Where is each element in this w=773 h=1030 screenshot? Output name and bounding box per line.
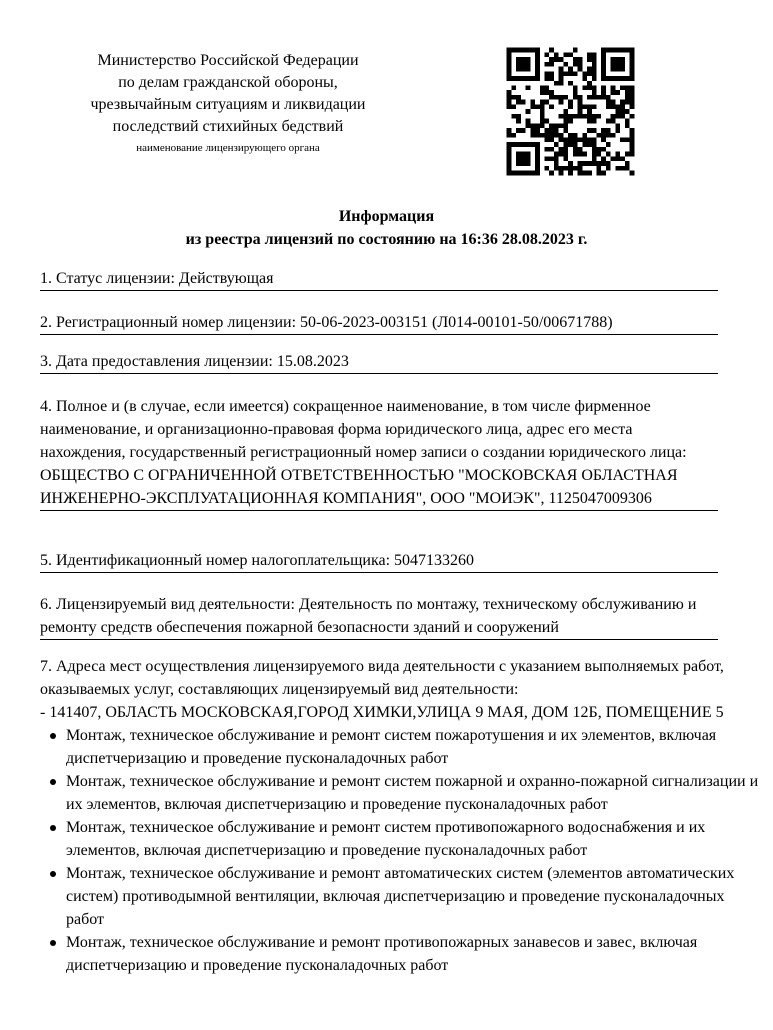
work-item: Монтаж, техническое обслуживание и ремонт систем пожарной и охранно-пожарной сигнализации и их элементов, включая диспетчеризацию и проведение пусконаладочных работ [40, 770, 760, 816]
authority-line: по делам гражданской обороны, [118, 74, 338, 91]
works-list [40, 724, 760, 977]
title-line-1: Информация [338, 208, 435, 225]
licensing-authority [60, 50, 396, 156]
licensed-activity [40, 593, 718, 640]
addresses-intro: 7. Адреса мест осуществления лицензируемого вида деятельности с указанием выполняемых работ, оказываемых услуг, составляющих лицензируемый вид деятельности: [40, 658, 724, 698]
document-title [0, 205, 773, 251]
tax-id-text: 5. Идентификационный номер налогоплательщика: 5047133260 [40, 552, 475, 569]
authority-line: Министерство Российской Федерации [97, 52, 359, 69]
title-line-2: из реестра лицензий по состоянию на 16:36 28.08.2023 г. [185, 231, 588, 248]
authority-line: чрезвычайным ситуациям и ликвидации [90, 96, 366, 113]
work-item: Монтаж, техническое обслуживание и ремонт систем противопожарного водоснабжения и их элементов, включая диспетчеризацию и проведение пусконаладочных работ [40, 816, 760, 862]
license-status-text: 1. Статус лицензии: Действующая [40, 270, 274, 287]
registration-number [40, 311, 718, 335]
license-status [40, 267, 718, 291]
company-name-text: 4. Полное и (в случае, если имеется) сокращенное наименование, в том числе фирменное наименование, и организационно-правовая форма юридического лица, адрес его места нахождения, государственный регистрационный номер записи о создании юридического лица: ОБЩЕСТВО С ОГРАНИЧЕННОЙ ОТВЕТСТВЕННОСТЬЮ "МОСКОВСКАЯ ОБЛАСТНАЯ ИНЖЕНЕРНО-ЭКСПЛУАТАЦИОННАЯ КОМПАНИЯ", ООО "МОИЭК", 1125047009306 [40, 398, 687, 507]
tax-id [40, 549, 718, 573]
address-line: - 141407, ОБЛАСТЬ МОСКОВСКАЯ,ГОРОД ХИМКИ,УЛИЦА 9 МАЯ, ДОМ 12Б, ПОМЕЩЕНИЕ 5 [40, 704, 724, 721]
licensed-activity-text: 6. Лицензируемый вид деятельности: Деятельность по монтажу, техническому обслуживанию и ремонту средств обеспечения пожарной безопасности зданий и сооружений [40, 596, 697, 636]
activity-addresses [40, 655, 760, 977]
authority-caption: наименование лицензирующего органа [136, 142, 320, 154]
qr-code-icon [502, 43, 639, 180]
work-item: Монтаж, техническое обслуживание и ремонт противопожарных занавесов и завес, включая диспетчеризацию и проведение пусконаладочных работ [40, 931, 760, 977]
work-item: Монтаж, техническое обслуживание и ремонт систем пожаротушения и их элементов, включая диспетчеризацию и проведение пусконаладочных работ [40, 724, 760, 770]
company-name [40, 395, 718, 511]
authority-line: последствий стихийных бедствий [112, 118, 344, 135]
work-item: Монтаж, техническое обслуживание и ремонт автоматических систем (элементов автоматических систем) противодымной вентиляции, включая диспетчеризацию и проведение пусконаладочных работ [40, 862, 760, 931]
issue-date-text: 3. Дата предоставления лицензии: 15.08.2023 [40, 353, 349, 370]
issue-date [40, 350, 718, 374]
registration-number-text: 2. Регистрационный номер лицензии: 50-06-2023-003151 (Л014-00101-50/00671788) [40, 314, 613, 331]
